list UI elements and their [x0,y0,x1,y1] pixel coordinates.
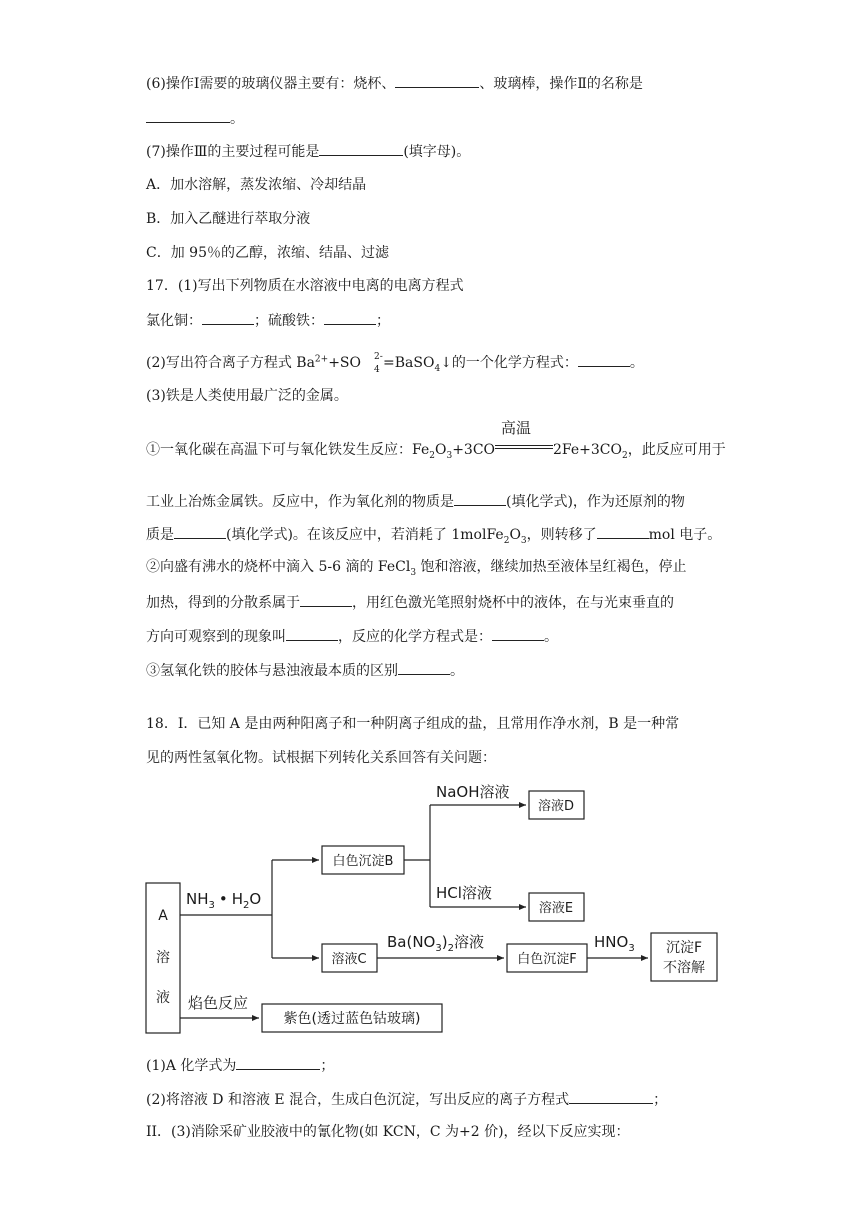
q18-line2: 见的两性氢氧化物。试根据下列转化关系回答有关问题： [146,750,496,766]
label-insoluble: 不溶解 [663,960,705,976]
answer-blank[interactable] [286,626,338,641]
q6-line2: 。 [146,108,244,129]
label-flame-test: 焰色反应 [188,994,249,1012]
label-purple-result: 紫色(透过蓝色钴玻璃) [283,1011,421,1027]
q18-line1: 18．I．已知 A 是由两种阳离子和一种阴离子组成的盐，且常用作净水剂，B 是一种常 [146,716,680,732]
answer-blank[interactable] [324,310,376,325]
answer-blank[interactable] [569,1089,653,1104]
answer-blank[interactable] [492,626,544,641]
answer-blank[interactable] [395,73,479,88]
label-precipitate-f: 白色沉淀F [517,952,577,967]
q7-option-b: B．加入乙醚进行萃取分液 [146,211,311,227]
answer-blank[interactable] [454,491,506,506]
q18-sub3: II．(3)消除采矿业胶液中的氰化物(如 KCN，C 为+2 价)，经以下反应实现： [146,1124,630,1140]
answer-blank[interactable] [174,524,226,539]
q18-sub1: (1)A 化学式为 ； [146,1055,334,1076]
label-a-rong: 溶 [156,950,170,966]
q17-line2: 氯化铜： ；硫酸铁： ； [146,310,390,331]
answer-blank[interactable] [146,108,230,123]
q17-c2: 工业上冶炼金属铁。反应中，作为氧化剂的物质是 (填化学式)，作为还原剂的物 [146,491,685,512]
q17-c3: 质是 (填化学式)。在该反应中，若消耗了 $1molFe_2O_3$，则转移了 mol 电子。 [146,524,721,545]
q7-option-a: A．加水溶解，蒸发浓缩、冷却结晶 [146,177,367,193]
label-solution-e: 溶液E [538,901,574,916]
label-a: A [158,908,168,924]
reaction-equals-sign: 高温 [495,440,553,454]
label-solution-c: 溶液C [331,952,367,967]
answer-blank[interactable] [202,310,254,325]
q18-sub2: (2)将溶液 D 和溶液 E 混合，生成白色沉淀，写出反应的离子方程式 ； [146,1089,667,1110]
label-precipitate-b: 白色沉淀B [332,854,394,869]
conversion-diagram [0,775,860,1040]
answer-blank[interactable] [236,1055,320,1070]
answer-blank[interactable] [319,141,403,156]
answer-blank[interactable] [398,660,450,675]
q17-part2: (2)写出符合离子方程式 $Ba^{2+}+SO$ 2- 4 =BaSO$_4$↓的一个化学方程式： 。 [146,352,644,375]
q6-line1: (6)操作Ⅰ需要的玻璃仪器主要有：烧杯、 、玻璃棒，操作Ⅱ的名称是 [146,73,643,94]
answer-blank[interactable] [578,352,630,367]
q7-line1: (7)操作Ⅲ的主要过程可能是 (填字母)。 [146,141,470,162]
reagent-ba-no3-2: $Ba(NO_3)_2$溶液 [387,933,484,954]
q17-d2: 加热，得到的分散系属于 ，用红色激光笔照射烧杯中的液体，在与光束垂直的 [146,592,674,613]
q17-c1: ①一氧化碳在高温下可与氧化铁发生反应：$Fe_2O_3+3CO$ 高温 $2Fe+3CO_2$，此反应可用于 [146,419,726,461]
answer-blank[interactable] [597,524,649,539]
q17-e1: ③氢氧化铁的胶体与悬浊液最本质的区别 。 [146,660,464,681]
q7-option-c: C．加 95％的乙醇，浓缩、结晶、过滤 [146,245,389,261]
label-solution-d: 溶液D [537,799,575,814]
label-precipitate-f-2: 沉淀F [665,940,703,956]
reagent-naoh: NaOH溶液 [436,783,510,801]
q17-d1: ②向盛有沸水的烧杯中滴入 5-6 滴的 FeCl$_3$ 饱和溶液，继续加热至液体呈红褐色，停止 [146,559,687,578]
reagent-hcl: HCl溶液 [436,884,492,902]
label-a-ye: 液 [156,990,170,1006]
answer-blank[interactable] [300,592,352,607]
reagent-hno3: $HNO_3$ [594,933,635,954]
q17-d3: 方向可观察到的现象叫 ，反应的化学方程式是： 。 [146,626,558,647]
sulfate-ion-charges: 2- 4 [374,352,383,375]
q17-part3: (3)铁是人类使用最广泛的金属。 [146,388,348,404]
reagent-nh3-h2o: $NH_3$ • $H_2O$ [186,890,262,911]
q17-title: 17．(1)写出下列物质在水溶液中电离的电离方程式 [146,278,464,294]
